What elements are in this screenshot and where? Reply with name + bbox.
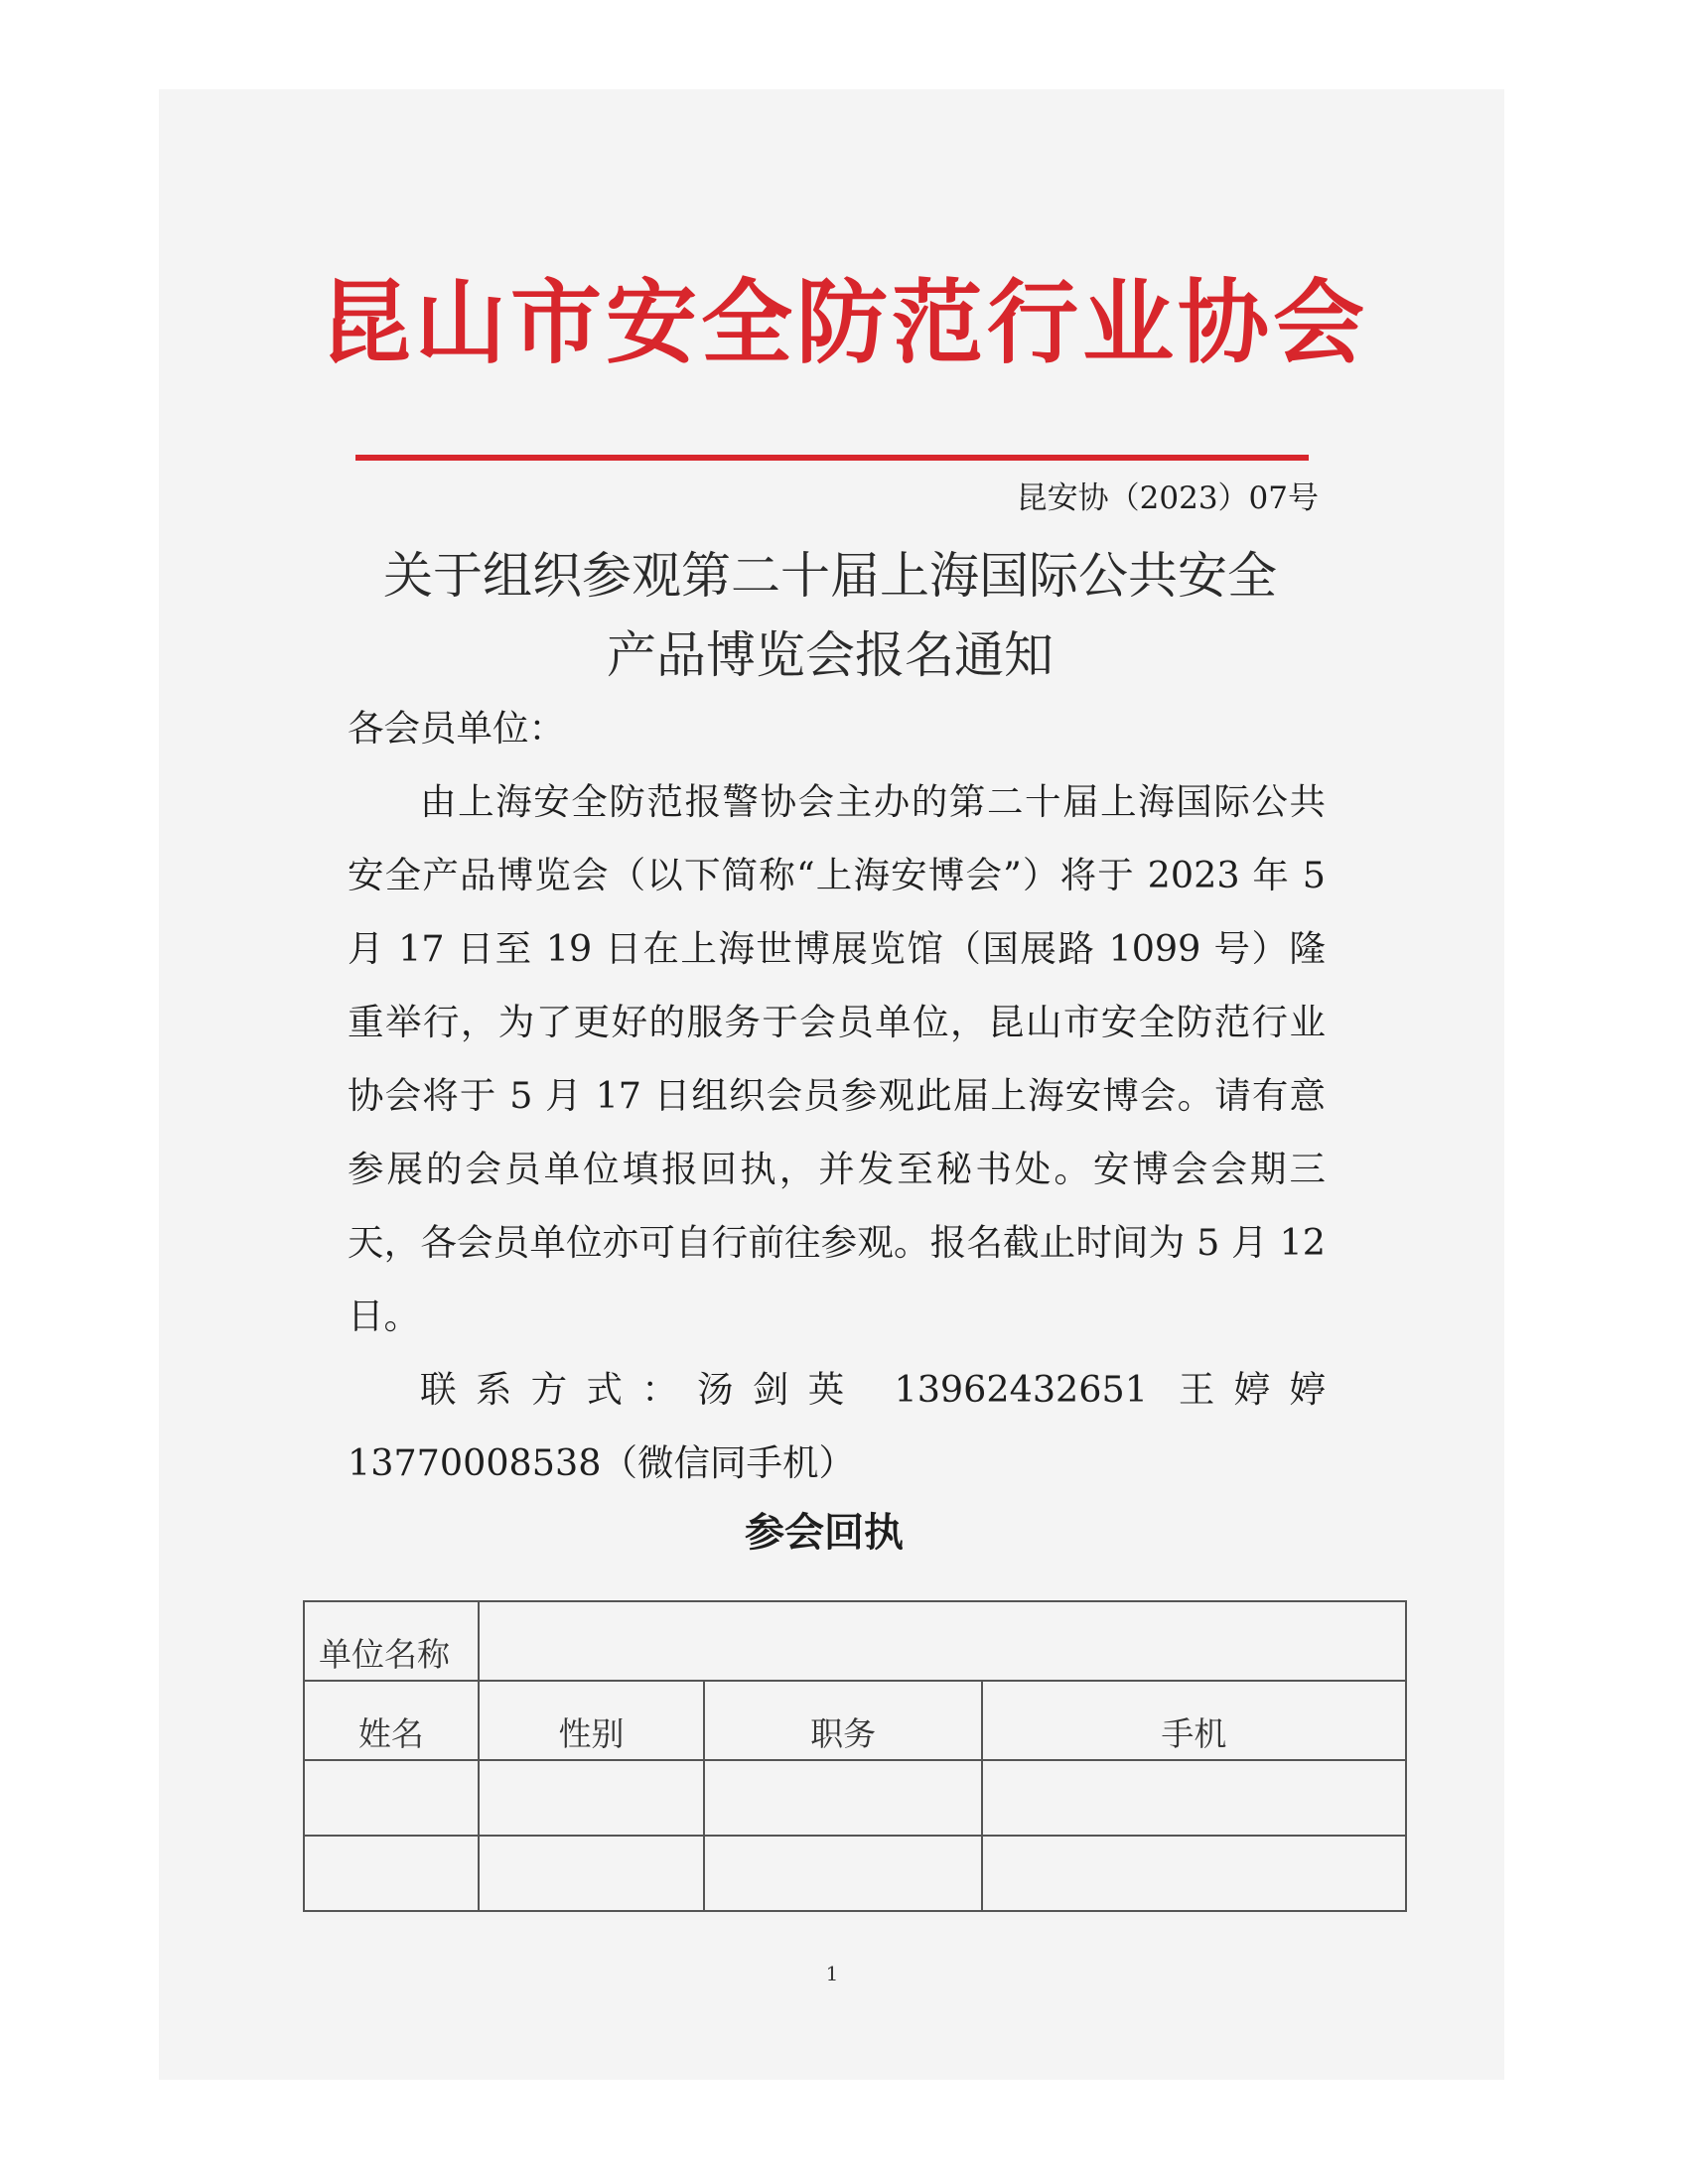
unit-name-label: 单位名称: [304, 1601, 479, 1681]
salutation: 各会员单位：: [348, 707, 565, 750]
reply-form-title: 参会回执: [745, 1510, 904, 1556]
document-title: [0, 536, 1660, 695]
reply-form-table: [303, 1600, 1407, 1912]
contact-info: 联系方式：汤剑英 13962432651 王婷婷 13770008538（微信同手机）: [348, 1368, 1326, 1484]
document-title-line-2: 产品博览会报名通知: [607, 626, 1054, 684]
document-number: 昆安协（2023）07号: [1016, 480, 1319, 516]
notice-paragraph: 由上海安全防范报警协会主办的第二十届上海国际公共安全产品博览会（以下简称“上海安博会”）将于 2023 年 5 月 17 日至 19 日在上海世博展览馆（国展路 1099 号）隆重举行，为了更好的服务于会员单位，昆山市安全防范行业协会将于 5 月 17 日组织会员参观此届上海安博会。请有意参展的会员单位填报回执，并发至秘书处。安博会会期三天，各会员单位亦可自行前往参观。报名截止时间为 5 月 12 日。: [348, 780, 1326, 1337]
name-cell[interactable]: [304, 1760, 479, 1836]
header-row: [304, 1681, 1406, 1760]
column-header-position: 职务: [704, 1681, 981, 1760]
table-row: [304, 1760, 1406, 1836]
column-header-name: 姓名: [304, 1681, 479, 1760]
table-row: [304, 1836, 1406, 1911]
position-cell[interactable]: [704, 1760, 981, 1836]
organization-name: 昆山市安全防范行业协会: [319, 269, 1368, 376]
header-red-rule: [355, 455, 1309, 461]
phone-cell[interactable]: [982, 1760, 1406, 1836]
name-cell[interactable]: [304, 1836, 479, 1911]
gender-cell[interactable]: [479, 1760, 705, 1836]
notice-body: [348, 692, 1326, 1500]
document-title-line-1: 关于组织参观第二十届上海国际公共安全: [383, 547, 1277, 605]
column-header-phone: 手机: [982, 1681, 1406, 1760]
position-cell[interactable]: [704, 1836, 981, 1911]
unit-name-field[interactable]: [479, 1601, 1406, 1681]
unit-row: [304, 1601, 1406, 1681]
page-number: 1: [825, 1962, 839, 1985]
phone-cell[interactable]: [982, 1836, 1406, 1911]
gender-cell[interactable]: [479, 1836, 705, 1911]
column-header-gender: 性别: [479, 1681, 705, 1760]
